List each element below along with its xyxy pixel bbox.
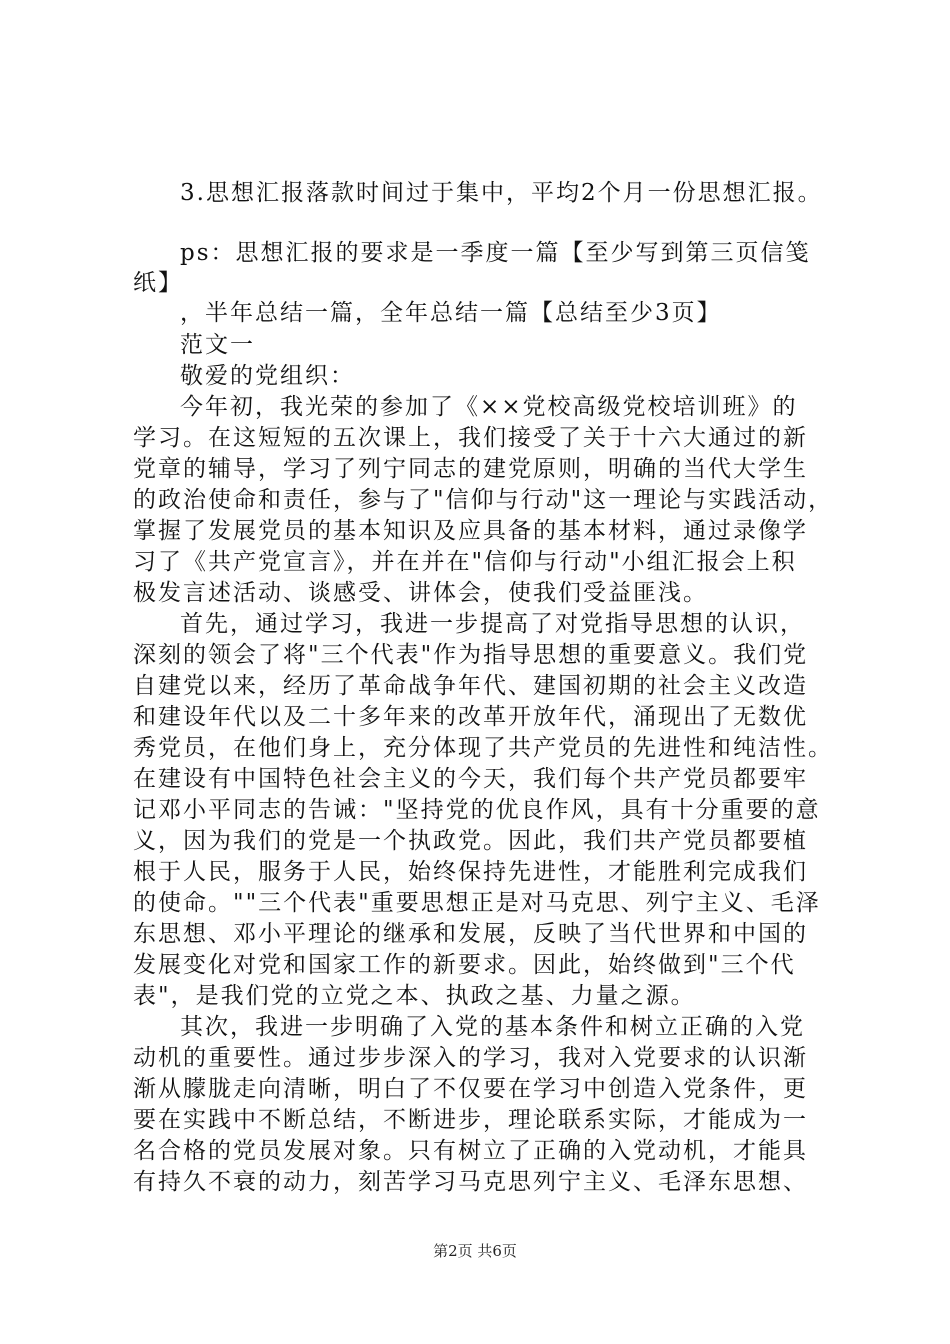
text-line: 党章的辅导，学习了列宁同志的建党原则，明确的当代大学生 — [133, 456, 808, 482]
text-line: 在建设有中国特色社会主义的今天，我们每个共产党员都要牢 — [133, 766, 808, 792]
text-line: 掌握了发展党员的基本知识及应具备的基本材料，通过录像学 — [133, 518, 808, 544]
text-line: 极发言述活动、谈感受、讲体会，使我们受益匪浅。 — [133, 580, 708, 606]
text-line: 发展变化对党和国家工作的新要求。因此，始终做到"三个代 — [133, 952, 796, 978]
text-line: 要在实践中不断总结，不断进步，理论联系实际，才能成为一 — [133, 1107, 808, 1133]
text-line: 的使命。""三个代表"重要思想正是对马克思、列宁主义、毛泽 — [133, 890, 821, 916]
text-line: 3.思想汇报落款时间过于集中，平均2个月一份思想汇报。 — [180, 180, 823, 206]
text-line: 渐从朦胧走向清晰，明白了不仅要在学习中创造入党条件，更 — [133, 1076, 808, 1102]
text-line: 其次，我进一步明确了入党的基本条件和树立正确的入党 — [180, 1014, 805, 1040]
text-line: 今年初，我光荣的参加了《××党校高级党校培训班》的 — [180, 394, 798, 420]
text-line: 首先，通过学习，我进一步提高了对党指导思想的认识， — [180, 611, 805, 637]
text-line: 义，因为我们的党是一个执政党。因此，我们共产党员都要植 — [133, 828, 808, 854]
text-line: 东思想、邓小平理论的继承和发展，反映了当代世界和中国的 — [133, 921, 808, 947]
text-line: 根于人民，服务于人民，始终保持先进性，才能胜利完成我们 — [133, 859, 808, 885]
text-line: 深刻的领会了将"三个代表"作为指导思想的重要意义。我们党 — [133, 642, 809, 668]
text-line: 名合格的党员发展对象。只有树立了正确的入党动机，才能具 — [133, 1138, 808, 1164]
text-line: ，半年总结一篇，全年总结一篇【总结至少3页】 — [180, 300, 722, 326]
text-line: 秀党员，在他们身上，充分体现了共产党员的先进性和纯洁性。 — [133, 735, 833, 761]
text-line: 范文一 — [180, 332, 255, 358]
text-line: 学习。在这短短的五次课上，我们接受了关于十六大通过的新 — [133, 425, 808, 451]
text-line: 的政治使命和责任，参与了"信仰与行动"这一理论与实践活动， — [133, 487, 834, 513]
text-line: 习了《共产党宣言》，并在并在"信仰与行动"小组汇报会上积 — [133, 549, 797, 575]
page-number-footer: 第2页 共6页 — [433, 1242, 517, 1260]
text-line: 和建设年代以及二十多年来的改革开放年代，涌现出了无数优 — [133, 704, 808, 730]
text-line: 纸】 — [133, 270, 183, 296]
text-line: 记邓小平同志的告诫："坚持党的优良作风，具有十分重要的意 — [133, 797, 821, 823]
text-line: 有持久不衰的动力，刻苦学习马克思列宁主义、毛泽东思想、 — [133, 1169, 808, 1195]
text-line: 自建党以来，经历了革命战争年代、建国初期的社会主义改造 — [133, 673, 808, 699]
text-line: ps：思想汇报的要求是一季度一篇【至少写到第三页信笺 — [180, 240, 811, 266]
text-line: 动机的重要性。通过步步深入的学习，我对入党要求的认识渐 — [133, 1045, 808, 1071]
text-line: 敬爱的党组织： — [180, 363, 355, 389]
text-line: 表"，是我们党的立党之本、执政之基、力量之源。 — [133, 983, 696, 1009]
